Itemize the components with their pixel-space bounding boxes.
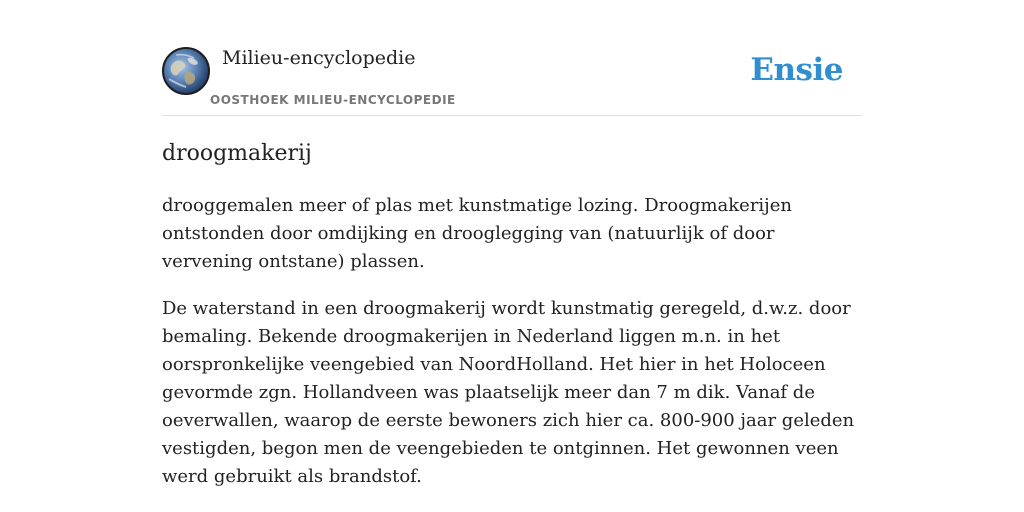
article-paragraph-details: De waterstand in een droogmakerij wordt kunstmatig geregeld, d.w.z. door bemaling. Bekende droogmakerijen in Nederland liggen m.n. in het oorspronkelijke veengebied van NoordHolland. Het hier in het Holoceen gevormde zgn. Hollandveen was plaatselijk meer dan 7 m dik. Vanaf de oeverwallen, waarop de eerste bewoners zich hier ca. 800-900 jaar geleden vestigden, begon men de veengebieden te ontginnen. Het gewonnen veen werd gebruikt als brandstof. <box>162 298 855 487</box>
ensie-brand-logo[interactable]: Ensie <box>750 52 843 88</box>
article-content <box>162 192 862 510</box>
site-title-link[interactable]: Milieu-encyclopedie <box>222 47 416 69</box>
site-header <box>162 46 862 116</box>
header-divider <box>162 115 862 116</box>
article-term-heading: droogmakerij <box>162 141 312 166</box>
earth-globe-icon[interactable] <box>162 47 210 95</box>
article-paragraph-definition: drooggemalen meer of plas met kunstmatige lozing. Droogmakerijen ontstonden door omdijking en drooglegging van (natuurlijk of door vervening ontstane) plassen. <box>162 195 793 272</box>
earth-globe-graphic <box>164 49 208 93</box>
site-subtitle-link[interactable]: OOSTHOEK MILIEU-ENCYCLOPEDIE <box>210 93 456 107</box>
